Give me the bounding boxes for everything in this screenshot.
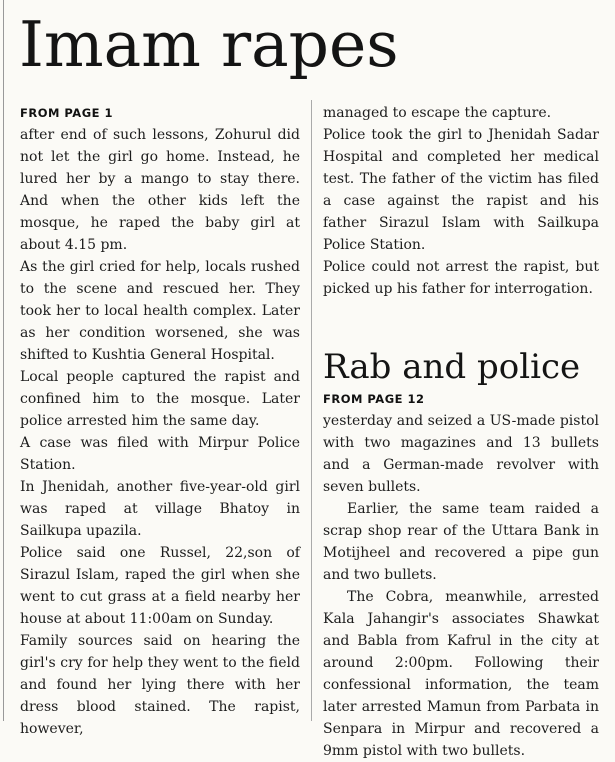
second-article-headline: Rab and police xyxy=(323,347,581,387)
right-column xyxy=(323,102,599,762)
article-paragraph: Local people captured the rapist and confined him to the mosque. Later police arrested him the same day. xyxy=(20,369,300,429)
article-gap xyxy=(323,300,599,346)
article-paragraph: Earlier, the same team raided a scrap shop rear of the Uttara Bank in Motijheel and recovered a pipe gun and two bullets. xyxy=(323,501,599,583)
article-paragraph: after end of such lessons, Zohurul did not let the girl go home. Instead, he lured her by a mango to stay there. And when the other kids left the mosque, he raped the baby girl at about 4.15 pm. xyxy=(20,127,300,253)
article-paragraph: In Jhenidah, another five-year-old girl was raped at village Bhatoy in Sailkupa upazila. xyxy=(20,479,300,539)
article-paragraph: Police said one Russel, 22,son of Sirazul Islam, raped the girl when she went to cut grass at a field nearby her house at about 11:00am on Sunday. xyxy=(20,545,300,627)
article-paragraph: Family sources said on hearing the girl's cry for help they went to the field and found her lying there with her dress blood stained. The rapist, however, xyxy=(20,633,300,737)
left-column xyxy=(20,102,300,740)
column-divider xyxy=(311,100,312,721)
article-paragraph: Police took the girl to Jhenidah Sadar Hospital and completed her medical test. The father of the victim has filed a case against the rapist and his father Sirazul Islam with Sailkupa Police Station. xyxy=(323,127,599,253)
article-paragraph: A case was filed with Mirpur Police Station. xyxy=(20,435,300,473)
article-paragraph: As the girl cried for help, locals rushed to the scene and rescued her. They took her to local health complex. Later as her condition worsened, she was shifted to Kushtia General Hospital. xyxy=(20,259,300,363)
article-paragraph: The Cobra, meanwhile, arrested Kala Jahangir's associates Shawkat and Babla from Kafrul in the city at around 2:00pm. Following their confessional information, the team later arrested Mamun from Parbata in Senpara in Mirpur and recovered a 9mm pistol with two bullets. xyxy=(323,589,599,759)
from-page-label: FROM PAGE 12 xyxy=(323,392,425,406)
article-paragraph: managed to escape the capture. xyxy=(323,105,552,121)
article-headline: Imam rapes xyxy=(19,8,399,81)
left-column-rule xyxy=(3,0,4,721)
article-paragraph: Police could not arrest the rapist, but picked up his father for interrogation. xyxy=(323,259,599,297)
from-page-label: FROM PAGE 1 xyxy=(20,106,114,120)
article-paragraph: yesterday and seized a US-made pistol with two magazines and 13 bullets and a German-made revolver with seven bullets. xyxy=(323,413,599,495)
